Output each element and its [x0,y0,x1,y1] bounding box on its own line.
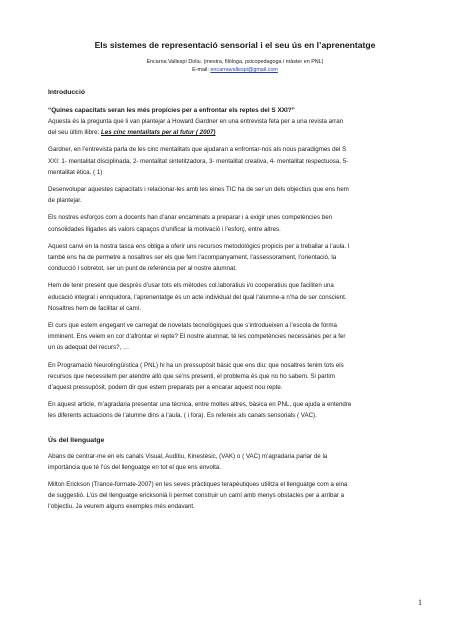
line: Els nostres esforços com a docents han d’anar encaminats a preparar i a exigir unes competències ben [48,214,333,222]
line: també ens ha de permetre a nosaltres ser els que fem l’acompanyament, l’assessorament, l’orientació, la [48,254,337,262]
line: de suggestió. L’ús del llenguatge ericksonià li permet construir un camí amb menys obstacles per a arribar a [48,492,345,500]
document-body [48,40,422,513]
line: educació integral i enriquidora, l’aprenentatge és un acte individual del qual l’alumne-a n’ha de ser conscient. [48,293,347,301]
email-label: E-mail: [192,67,211,73]
line: Milton Erickson (Trance-formate-2007) en les seves pràctiques terapèutiques utilitza el llenguatge com a eina [48,481,348,489]
section-heading-introduction: Introducció [48,89,86,96]
paragraph-new-course [48,320,422,354]
paragraph-methodological-resources [48,241,422,275]
paragraph-individual-learning [48,280,422,314]
line: Desenvolupar aquestes capacitats i relacionar-les amb les eines TIC ha de ser un dels objectius que ens hem [48,186,349,194]
paragraph-gardner-interview [48,116,422,138]
document-title: Els sistemes de representació sensorial i el seu ús en l’aprenentatge [94,40,376,50]
paragraph-capacities [48,184,422,206]
line: del seu últim llibre: [48,129,101,137]
line: conducció i sobretot, ser un punt de referència per al nostre alumnat. [48,265,237,273]
line: mentalitat ètica. ( 1) [48,168,103,176]
paragraph-five-minds [48,144,422,178]
paragraph-article-aim [48,399,422,421]
key-question: “Quines capacitats seran les més propícies per a enfrontar els reptes del S XXI?” [48,107,295,114]
line: imminent. Ens veiem en cor d’afrontar el repte? El nostre alumnat, té les competències necessàries per a fer [48,333,346,341]
email-line [48,66,422,74]
line: Gardner, en l’entrevista parla de les cinc mentalitats que ajudaran a enfrontar-nos als nous paradigmes del S [48,146,347,154]
line: consolidades lligades als valors capaços d’unificar la motivació i l’esforç, entre altres. [48,225,281,233]
line: En aquest article, m’agradaria presentar una tècnica, entre moltes altres, bàsica en PNL, que ajuda a entendre [48,401,352,409]
line: XXI: 1- mentalitat disciplinada, 2- mentalitat sintetitzadora, 3- mentalitat creativa, 4- mentalitat respectuosa, 5- [48,157,349,165]
line: En Programació Neurolingüística ( PNL) hi ha un pressupòsit bàsic que ens diu: que nosaltres tenim tots els [48,361,344,369]
line: Aquesta és la pregunta que li van plantejar a Howard Gardner en una entrevista feta per a una revista arran [48,118,344,125]
email-link[interactable]: encarnavallespi@gmail.com [210,67,278,73]
paragraph-nlp-presupposition [48,360,422,394]
line: d’aquest pressupòsit, podem dir que estem preparats per a encarar aquest nou repte. [48,384,283,392]
line: Aquest canvi en la nostra tasca ens obliga a oferir uns recursos metodològics propicis per a treballar a l’aula. I [48,242,350,250]
book-title: Les cinc mentalitats per al futur ( 2007) [100,129,216,137]
line: recursos que necessitem per atendre allò que se’ns presenti, el problema és que no ho sabem. Si partim [48,372,335,380]
line: importància que té l’ús del llenguatge en tot el que ens envolta. [48,463,222,471]
line: de plantejar. [48,197,82,205]
section-heading-language-use: Ús del llenguatge [48,436,105,444]
page-number: 1 [418,598,422,607]
paragraph-vak-channels [48,451,422,473]
line: Nosaltres hem de facilitar el camí. [48,304,142,312]
paragraph-teaching-efforts [48,212,422,234]
line: El curs que estem engegant ve carregat de novetats tecnològiques que s’introdueixen a l’escola de forma [48,322,337,330]
line: l’objectiu. Ja veurem alguns exemples més endavant. [48,503,195,511]
line: un ús adequat del recurs?, … [48,344,130,352]
author-line: Encarna Vallespí Doliu. (mestra, filòloga, psicopedagoga i màster en PNL) [146,59,324,65]
line: Abans de centrar-me en els canals Visual, Auditiu, Kinestèsic, (VAK) o ( VAC) m’agradaria parlar de la [48,452,328,460]
line: Hem de tenir present que desprès d’usar tots els mètodes col.laboratius i/o cooperatius que faciliten una [48,282,334,290]
line: les diferents actuacions de l’alumne dins a l’aula, ( i fora). Es refereix als canals sensorials ( VAC). [48,412,317,420]
paragraph-milton-erickson [48,479,422,513]
